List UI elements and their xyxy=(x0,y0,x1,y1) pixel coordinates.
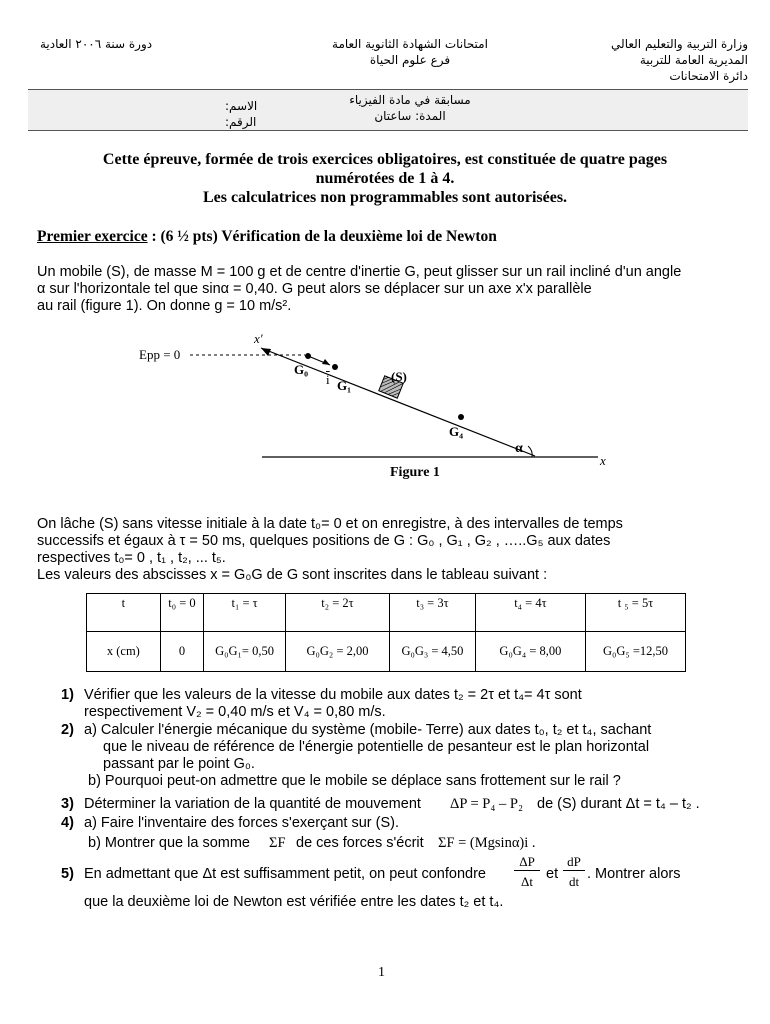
unit-vector-arrowhead xyxy=(322,359,330,365)
question-1-line-2: respectivement V₂ = 0,40 m/s et V₄ = 0,80 m/s. xyxy=(84,704,386,720)
question-2a-line-1: a) Calculer l'énergie mécanique du système (mobile- Terre) aux dates t₀, t₂ et t₄, sachant xyxy=(84,722,652,738)
subject-title: مسابقة في مادة الفيزياء xyxy=(349,93,471,107)
question-2b: b) Pourquoi peut-on admettre que le mobile se déplace sans frottement sur le rail ? xyxy=(88,773,621,789)
epp-label: Epp = 0 xyxy=(139,347,181,362)
i-label: $\overline{i}$ xyxy=(326,372,330,387)
paragraph-2-line-2: successifs et égaux à τ = 50 ms, quelques positions de G : G₀ , G₁ , G₂ , …..G₅ aux dates xyxy=(37,533,611,549)
paragraph-1-line-3: au rail (figure 1). On donne g = 10 m/s². xyxy=(37,298,292,314)
question-4b-formula: ΣF xyxy=(269,835,286,851)
question-3-text-b: de (S) durant Δt = t₄ – t₂ . xyxy=(537,796,700,812)
exams-department-line: دائرة الامتحانات xyxy=(669,69,748,83)
directorate-line: المديرية العامة للتربية xyxy=(639,53,748,67)
question-2-number: 2) xyxy=(61,722,74,738)
fraction-1-denominator: Δt xyxy=(521,874,533,889)
question-3-number: 3) xyxy=(61,796,74,812)
x-label: x xyxy=(600,453,606,468)
s-label: (S) xyxy=(391,369,407,384)
g1-label: G₁ xyxy=(337,378,352,393)
table-row xyxy=(87,632,686,672)
fraction-1-numerator: ΔP xyxy=(514,854,540,871)
g0-label: G₀ xyxy=(294,362,309,377)
exam-title-line: امتحانات الشهادة الثانوية العامة xyxy=(332,37,488,51)
question-5-text-a: En admettant que Δt est suffisamment petit, on peut confondre xyxy=(84,866,486,882)
paragraph-2-line-3: respectives t₀= 0 , t₁ , t₂, ... t₅. xyxy=(37,550,226,566)
duration: المدة: ساعتان xyxy=(374,109,446,123)
positions-table xyxy=(86,593,686,672)
exercise-heading-prefix: Premier exercice xyxy=(37,228,148,245)
paragraph-1-line-2: α sur l'horizontale tel que sinα = 0,40. G peut alors se déplacer sur un axe x'x parallèle xyxy=(37,281,592,297)
paragraph-2-line-1: On lâche (S) sans vitesse initiale à la date t₀= 0 et on enregistre, à des intervalles de temps xyxy=(37,516,623,532)
figure-1 xyxy=(0,325,770,490)
figure-caption: Figure 1 xyxy=(390,465,440,480)
x-prime-label: x' xyxy=(254,331,263,346)
question-2a-line-2: que le niveau de référence de l'énergie potentielle de pesanteur est le plan horizontal xyxy=(103,739,650,755)
question-1-line-1: Vérifier que les valeurs de la vitesse du mobile aux dates t₂ = 2τ et t₄= 4τ sont xyxy=(84,687,582,703)
angle-arc xyxy=(528,446,532,457)
table-cell: G₀G₃ = 4,50 xyxy=(390,632,476,672)
branch-line: فرع علوم الحياة xyxy=(369,53,451,67)
question-3-formula: ΔP = P₄ – P₂ xyxy=(450,796,524,812)
table-cell: G₀G₄ = 8,00 xyxy=(475,632,585,672)
number-label: الرقم: xyxy=(225,115,257,129)
question-1-number: 1) xyxy=(61,687,74,703)
table-cell: t xyxy=(87,594,161,632)
intro-line-3: Les calculatrices non programmables sont autorisées. xyxy=(202,189,568,206)
question-4b-result: ΣF = (Mgsinα)i . xyxy=(438,835,536,851)
ministry-line: وزارة التربية والتعليم العالي xyxy=(611,37,748,51)
table-cell: t₃ = 3τ xyxy=(390,594,476,632)
exercise-heading xyxy=(37,228,497,246)
question-4-number: 4) xyxy=(61,815,74,831)
table-cell: t₂ = 2τ xyxy=(285,594,389,632)
paragraph-1-line-1: Un mobile (S), de masse M = 100 g et de centre d'inertie G, peut glisser sur un rail incliné d'un angle xyxy=(37,264,682,280)
paragraph-2-line-4: Les valeurs des abscisses x = G₀G de G sont inscrites dans le tableau suivant : xyxy=(37,567,548,583)
intro-line-1: Cette épreuve, formée de trois exercices obligatoires, est constituée de quatre pages xyxy=(102,151,668,168)
question-2a-line-3: passant par le point G₀. xyxy=(103,756,255,772)
fraction-2-numerator: dP xyxy=(563,854,585,871)
point-g4 xyxy=(458,414,464,420)
question-4b-text-a: b) Montrer que la somme xyxy=(88,835,250,851)
question-5-line-2: que la deuxième loi de Newton est vérifiée entre les dates t₂ et t₄. xyxy=(84,894,504,910)
page-number: 1 xyxy=(378,965,385,980)
table-cell: G₀G₁= 0,50 xyxy=(204,632,286,672)
question-5-and: et xyxy=(546,866,559,882)
question-4a: a) Faire l'inventaire des forces s'exerçant sur (S). xyxy=(84,815,399,831)
table-cell: t₄ = 4τ xyxy=(475,594,585,632)
table-cell: G₀G₂ = 2,00 xyxy=(285,632,389,672)
alpha-label: α xyxy=(515,441,523,456)
table-cell: 0 xyxy=(160,632,203,672)
table-cell: t₀ = 0 xyxy=(160,594,203,632)
table-header-row xyxy=(87,594,686,632)
question-5-text-b: . Montrer alors xyxy=(587,866,681,882)
table-cell: t ₅ = 5τ xyxy=(585,594,685,632)
g4-label: G₄ xyxy=(449,424,464,439)
session-line: دورة سنة ٢٠٠٦ العادية xyxy=(40,37,153,51)
fraction-2-denominator: dt xyxy=(568,874,580,889)
name-label: الاسم: xyxy=(225,99,258,113)
point-g1 xyxy=(332,364,338,370)
exercise-heading-rest: : (6 ½ pts) Vérification de la deuxième loi de Newton xyxy=(147,228,497,245)
table-cell: x (cm) xyxy=(87,632,161,672)
table-cell: t₁ = τ xyxy=(204,594,286,632)
question-5-number: 5) xyxy=(61,866,74,882)
intro-line-2: numérotées de 1 à 4. xyxy=(315,170,455,187)
table-cell: G₀G₅ =12,50 xyxy=(585,632,685,672)
question-4b-text-b: de ces forces s'écrit xyxy=(296,835,424,851)
question-3-text-a: Déterminer la variation de la quantité de mouvement xyxy=(84,796,421,812)
